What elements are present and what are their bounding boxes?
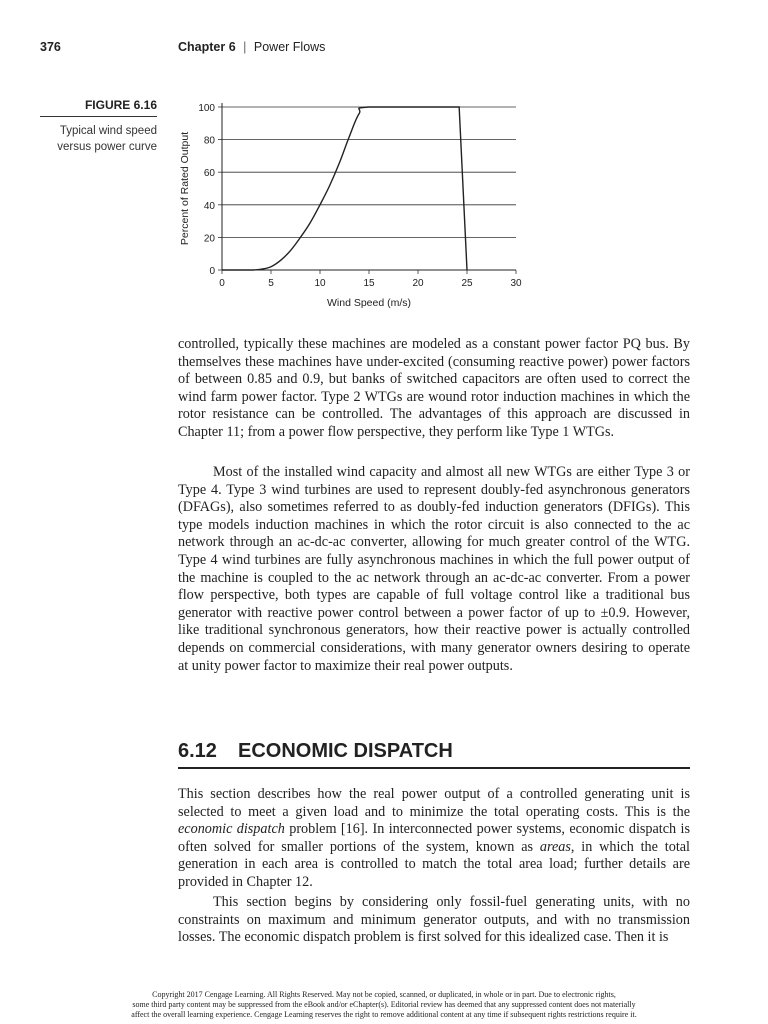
ytick-label-0: 0 xyxy=(209,266,215,277)
chapter-title: Power Flows xyxy=(253,40,326,54)
caption-line-1: Typical wind speed xyxy=(59,125,157,137)
y-axis-label: Percent of Rated Output xyxy=(179,131,191,246)
p3-emphasis-areas: areas xyxy=(539,838,571,855)
xtick-label-10: 10 xyxy=(314,278,326,289)
figure-description xyxy=(40,123,157,155)
p3-text-a: This section describes how the real power output of a controlled generating unit is selected to meet a given load and to minimize the total operating costs. This is the xyxy=(178,786,690,820)
ytick-label-60: 60 xyxy=(203,168,215,180)
x-axis-label: Wind Speed (m/s) xyxy=(326,297,412,309)
xtick-label-20: 20 xyxy=(412,278,424,289)
figure-caption xyxy=(40,98,157,155)
paragraph-1: controlled, typically these machines are modeled as a constant power factor PQ bus. By themselves these machines have under-excited (consuming reactive power) power factors of between 0.85 and 0.9, but banks of switched capacitors are often used to correct the wind farm power factor. Type 2 WTGs are wound rotor induction machines in which the rotor resistance can be controlled. The advantages of this approach are discussed in Chapter 11; from a power flow perspective, they perform like Type 1 WTGs. xyxy=(178,336,690,440)
power-curve-line-0 xyxy=(222,107,467,270)
section-number: 6.12 xyxy=(178,740,217,762)
chapter-label: Chapter 6 xyxy=(178,40,236,54)
xtick-label-5: 5 xyxy=(268,278,274,289)
section-heading xyxy=(178,740,690,769)
figure-label: FIGURE 6.16 xyxy=(40,98,157,117)
p3-text-b: problem [16]. In interconnected power systems, economic dispatch is often solved for smaller portions of the system, known as xyxy=(178,821,690,855)
xtick-label-15: 15 xyxy=(363,278,375,289)
p3-emphasis-economic-dispatch: economic dispatch xyxy=(178,821,285,838)
running-head xyxy=(178,40,325,54)
copyright-notice xyxy=(100,990,668,1020)
section-title: ECONOMIC DISPATCH xyxy=(238,740,453,762)
ytick-label-100: 100 xyxy=(198,103,215,114)
caption-line-2: versus power curve xyxy=(57,141,157,153)
ytick-label-20: 20 xyxy=(203,233,215,245)
copyright-line-1: Copyright 2017 Cengage Learning. All Rights Reserved. May not be copied, scanned, or duplicated, in whole or in part. Due to electronic rights, xyxy=(152,990,616,999)
xtick-label-25: 25 xyxy=(461,278,473,289)
page-header xyxy=(40,40,730,60)
copyright-line-2: some third party content may be suppressed from the eBook and/or eChapter(s). Editorial review has deemed that any suppressed content does not materially xyxy=(132,1000,636,1009)
paragraph-2: Most of the installed wind capacity and almost all new WTGs are either Type 3 or Type 4. Type 3 wind turbines are used to represent doubly-fed asynchronous generators (DFAGs), also sometimes referred to as doubly-fed induction generators (DFIGs). This type models induction machines in which the rotor circuit is also connected to the ac network through an ac-dc-ac converter, allowing for much greater control of the WTG. Type 4 wind turbines are fully asynchronous machines in which the full power output of the machine is coupled to the ac network through an ac-dc-ac converter. From a power flow perspective, both types are capable of full voltage control like a traditional bus generator with reactive power control between a power factor of up to ±0.9. However, like traditional synchronous generators, how their reactive power is actually controlled depends on commercial considerations, with many generator owners desiring to operate at unity power factor to maximize their real power outputs. xyxy=(178,464,690,674)
wind-power-chart xyxy=(170,95,530,315)
p3-text-c: , in which the total generation in each area is controlled to match the total area load; further details are provided in Chapter 12. xyxy=(178,838,690,890)
ytick-label-80: 80 xyxy=(203,135,215,147)
paragraph-4: This section begins by considering only fossil-fuel generating units, with no constraints on maximum and minimum generator outputs, and with no transmission losses. The economic dispatch problem is first solved for this idealized case. Then it is xyxy=(178,894,690,946)
paragraph-3 xyxy=(178,786,690,892)
copyright-line-3: affect the overall learning experience. Cengage Learning reserves the right to remove additional content at any time if subsequent rights restrictions require it. xyxy=(131,1010,637,1019)
xtick-label-0: 0 xyxy=(219,278,225,289)
separator: | xyxy=(243,40,247,54)
page-number: 376 xyxy=(40,40,61,54)
ytick-label-40: 40 xyxy=(203,200,215,212)
xtick-label-30: 30 xyxy=(510,278,522,289)
